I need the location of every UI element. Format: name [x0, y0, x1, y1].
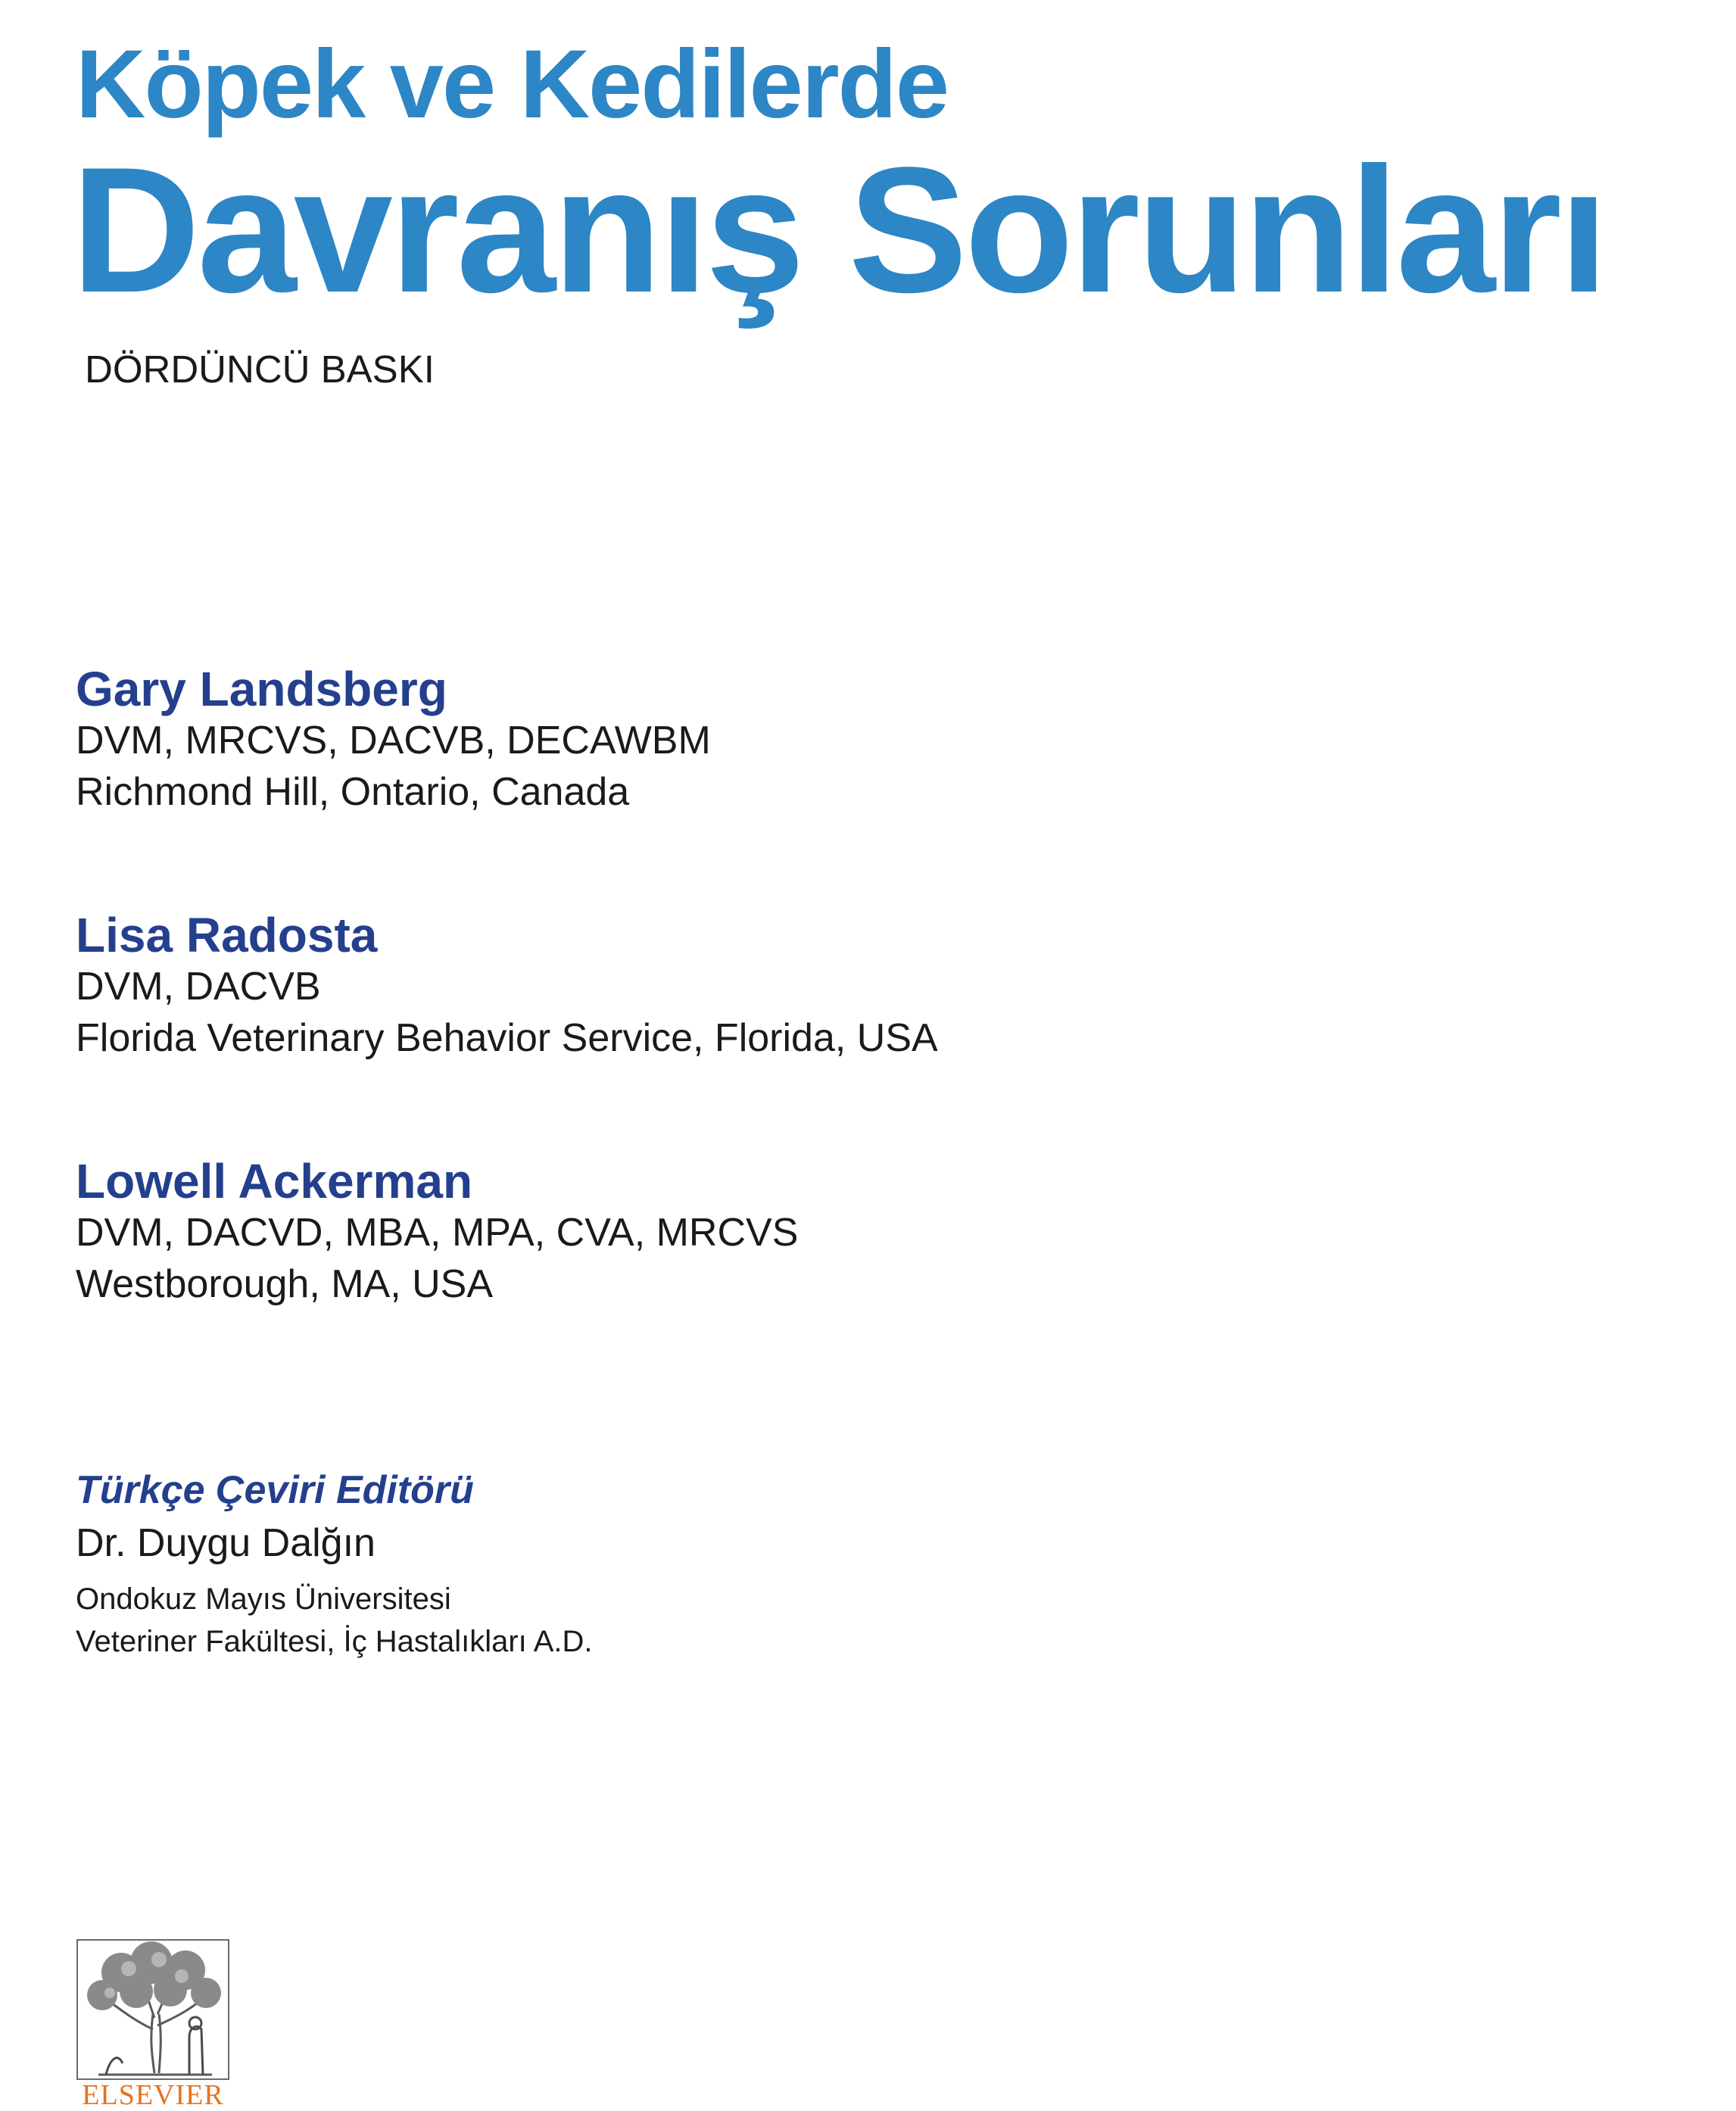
- author-location: Richmond Hill, Ontario, Canada: [76, 770, 630, 814]
- author-1: [76, 662, 711, 814]
- edition-label: DÖRDÜNCÜ BASKI: [85, 348, 435, 391]
- publisher-name: ELSEVIER: [82, 2079, 224, 2111]
- author-name: Lisa Radosta: [76, 908, 378, 962]
- translator-affiliation-line-1: Ondokuz Mayıs Üniversitesi: [76, 1582, 451, 1616]
- author-name: Lowell Ackerman: [76, 1154, 473, 1208]
- translator-name: Dr. Duygu Dalğın: [76, 1521, 376, 1565]
- author-credentials: DVM, MRCVS, DACVB, DECAWBM: [76, 719, 711, 762]
- author-credentials: DVM, DACVD, MBA, MPA, CVA, MRCVS: [76, 1211, 799, 1255]
- author-credentials: DVM, DACVB: [76, 965, 321, 1009]
- book-title-line-1: Köpek ve Kedilerde: [76, 30, 948, 139]
- translator-section: [76, 1470, 592, 1657]
- author-location: Florida Veterinary Behavior Service, Florida, USA: [76, 1016, 938, 1060]
- author-3: [76, 1154, 799, 1306]
- author-2: [76, 908, 938, 1060]
- author-name: Gary Landsberg: [76, 662, 447, 716]
- elsevier-tree-logo-icon: [76, 1938, 230, 2081]
- publisher-logo: [76, 1938, 230, 2110]
- translator-heading: Türkçe Çeviri Editörü: [76, 1468, 474, 1512]
- book-title-line-2: Davranış Sorunları: [71, 130, 1606, 330]
- author-location: Westborough, MA, USA: [76, 1262, 494, 1306]
- translator-affiliation-line-2: Veteriner Fakültesi, İç Hastalıkları A.D.: [76, 1625, 593, 1658]
